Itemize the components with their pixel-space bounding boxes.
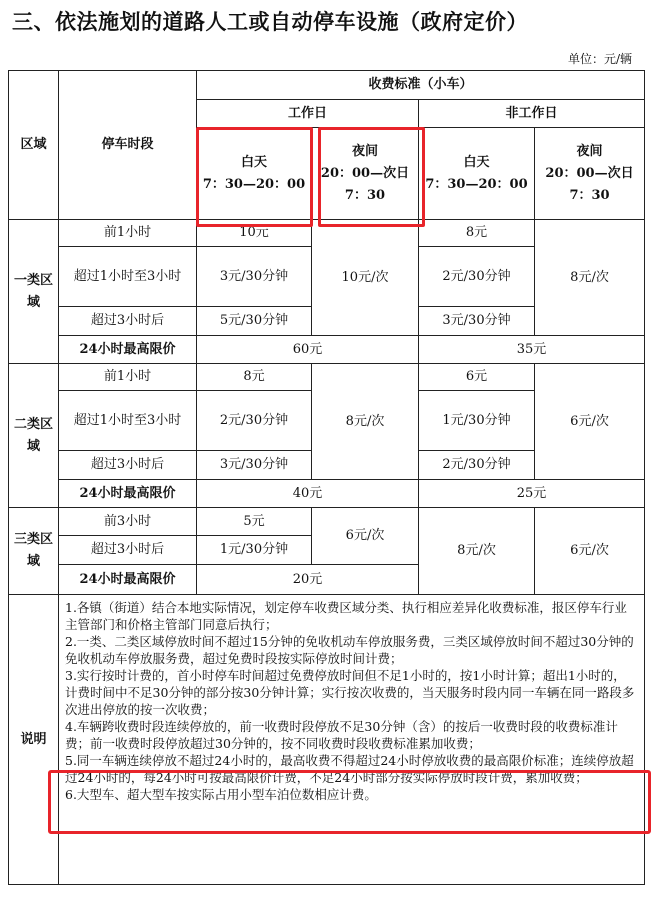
day-time: 7：30—20：00 — [202, 176, 306, 192]
zone3-wd-night: 6元/次 — [312, 508, 419, 565]
zone2-r2-wd: 2元/30分钟 — [197, 391, 312, 451]
highlight-box-workday-night — [318, 127, 425, 227]
standard-header: 收费标准（小车） — [197, 71, 645, 100]
zone1-r3-nd: 3元/30分钟 — [419, 307, 535, 336]
zone-header: 区域 — [9, 71, 59, 220]
day-label: 白天 — [240, 154, 267, 170]
night-label: 夜间 — [576, 143, 603, 159]
zone1-r1-wd: 10元 — [197, 220, 312, 247]
zone3-r2-label: 超过3小时后 — [59, 536, 197, 565]
nonworkday-night-header — [535, 128, 645, 220]
highlight-box-workday-day — [196, 127, 313, 227]
zone1-name: 一类区域 — [9, 220, 59, 364]
zone2-nd-night: 6元/次 — [535, 364, 645, 480]
zone3-max-label: 24小时最高限价 — [59, 565, 197, 595]
note-item: 6.大型车、超大型车按实际占用小型车泊位数相应计费。 — [65, 787, 377, 802]
zone1-r1-nd: 8元 — [419, 220, 535, 247]
zone2-r2-label: 超过1小时至3小时 — [59, 391, 197, 451]
page-title: 三、依法施划的道路人工或自动停车设施（政府定价） — [12, 10, 528, 34]
zone2-wd-night: 8元/次 — [312, 364, 419, 480]
note-item: 2.一类、二类区域停放时间不超过15分钟的免收机动车停放服务费，三类区域停放时间不超过30分钟的免收机动车停放服务费，超过免费时段按实际停放时间计费； — [65, 634, 634, 666]
zone2-r1-nd: 6元 — [419, 364, 535, 391]
zone2-r3-wd: 3元/30分钟 — [197, 451, 312, 480]
zone1-r2-nd: 2元/30分钟 — [419, 247, 535, 307]
night-label: 夜间 — [351, 143, 378, 159]
zone2-name: 二类区域 — [9, 364, 59, 508]
note-item: 1.各镇（街道）结合本地实际情况，划定停车收费区域分类、执行相应差异化收费标准，报区停车行业主管部门和价格主管部门同意后执行； — [65, 600, 627, 632]
zone3-nd-day: 8元/次 — [419, 508, 535, 595]
highlight-box-note-4 — [48, 770, 651, 834]
zone1-max-nd: 35元 — [419, 336, 645, 364]
zone2-r3-label: 超过3小时后 — [59, 451, 197, 480]
night-time: 20：00—次日7：30 — [545, 165, 634, 203]
zone2-r2-nd: 1元/30分钟 — [419, 391, 535, 451]
zone3-r1-label: 前3小时 — [59, 508, 197, 536]
night-time: 20：00—次日7：30 — [320, 165, 410, 203]
workday-header: 工作日 — [197, 100, 419, 128]
zone3-r1-wd: 5元 — [197, 508, 312, 536]
zone2-r3-nd: 2元/30分钟 — [419, 451, 535, 480]
zone2-max-wd: 40元 — [197, 480, 419, 508]
zone1-nd-night: 8元/次 — [535, 220, 645, 336]
zone1-r3-label: 超过3小时后 — [59, 307, 197, 336]
zone2-max-nd: 25元 — [419, 480, 645, 508]
zone2-r1-label: 前1小时 — [59, 364, 197, 391]
notes-content — [59, 595, 645, 885]
zone1-r2-label: 超过1小时至3小时 — [59, 247, 197, 307]
nonworkday-header: 非工作日 — [419, 100, 645, 128]
note-item: 5.同一车辆连续停放不超过24小时的，最高收费不得超过24小时停放收费的最高限价标准；连续停放超过24小时的，每24小时可按最高限价计费，不足24小时部分按实际停放时段计费，累加收费； — [65, 753, 634, 785]
zone3-name: 三类区域 — [9, 508, 59, 595]
period-header: 停车时段 — [59, 71, 197, 220]
zone1-r1-label: 前1小时 — [59, 220, 197, 247]
note-item: 3.实行按时计费的，首小时停车时间超过免费停放时间但不足1小时的，按1小时计算；超出1小时的，计费时间中不足30分钟的部分按30分钟计算；实行按次收费的，当天服务时段内同一车辆在同一路段多次进出停放的按一次收费； — [65, 668, 635, 717]
zone1-r2-wd: 3元/30分钟 — [197, 247, 312, 307]
nonworkday-day-header — [419, 128, 535, 220]
zone1-max-wd: 60元 — [197, 336, 419, 364]
zone1-r3-wd: 5元/30分钟 — [197, 307, 312, 336]
zone3-nd-night: 6元/次 — [535, 508, 645, 595]
day-label: 白天 — [463, 154, 490, 170]
notes-label: 说明 — [9, 595, 59, 885]
zone2-r1-wd: 8元 — [197, 364, 312, 391]
zone1-max-label: 24小时最高限价 — [59, 336, 197, 364]
zone1-wd-night: 10元/次 — [312, 220, 419, 336]
zone2-max-label: 24小时最高限价 — [59, 480, 197, 508]
day-time: 7：30—20：00 — [425, 176, 528, 192]
note-item: 4.车辆跨收费时段连续停放的，前一收费时段停放不足30分钟（含）的按后一收费时段的收费标准计费；前一收费时段停放超过30分钟的，按不同收费时段收费标准累加收费； — [65, 719, 618, 751]
unit-label: 单位：元/辆 — [567, 52, 632, 66]
zone3-r2-wd: 1元/30分钟 — [197, 536, 312, 565]
zone3-max-wd: 20元 — [197, 565, 419, 595]
